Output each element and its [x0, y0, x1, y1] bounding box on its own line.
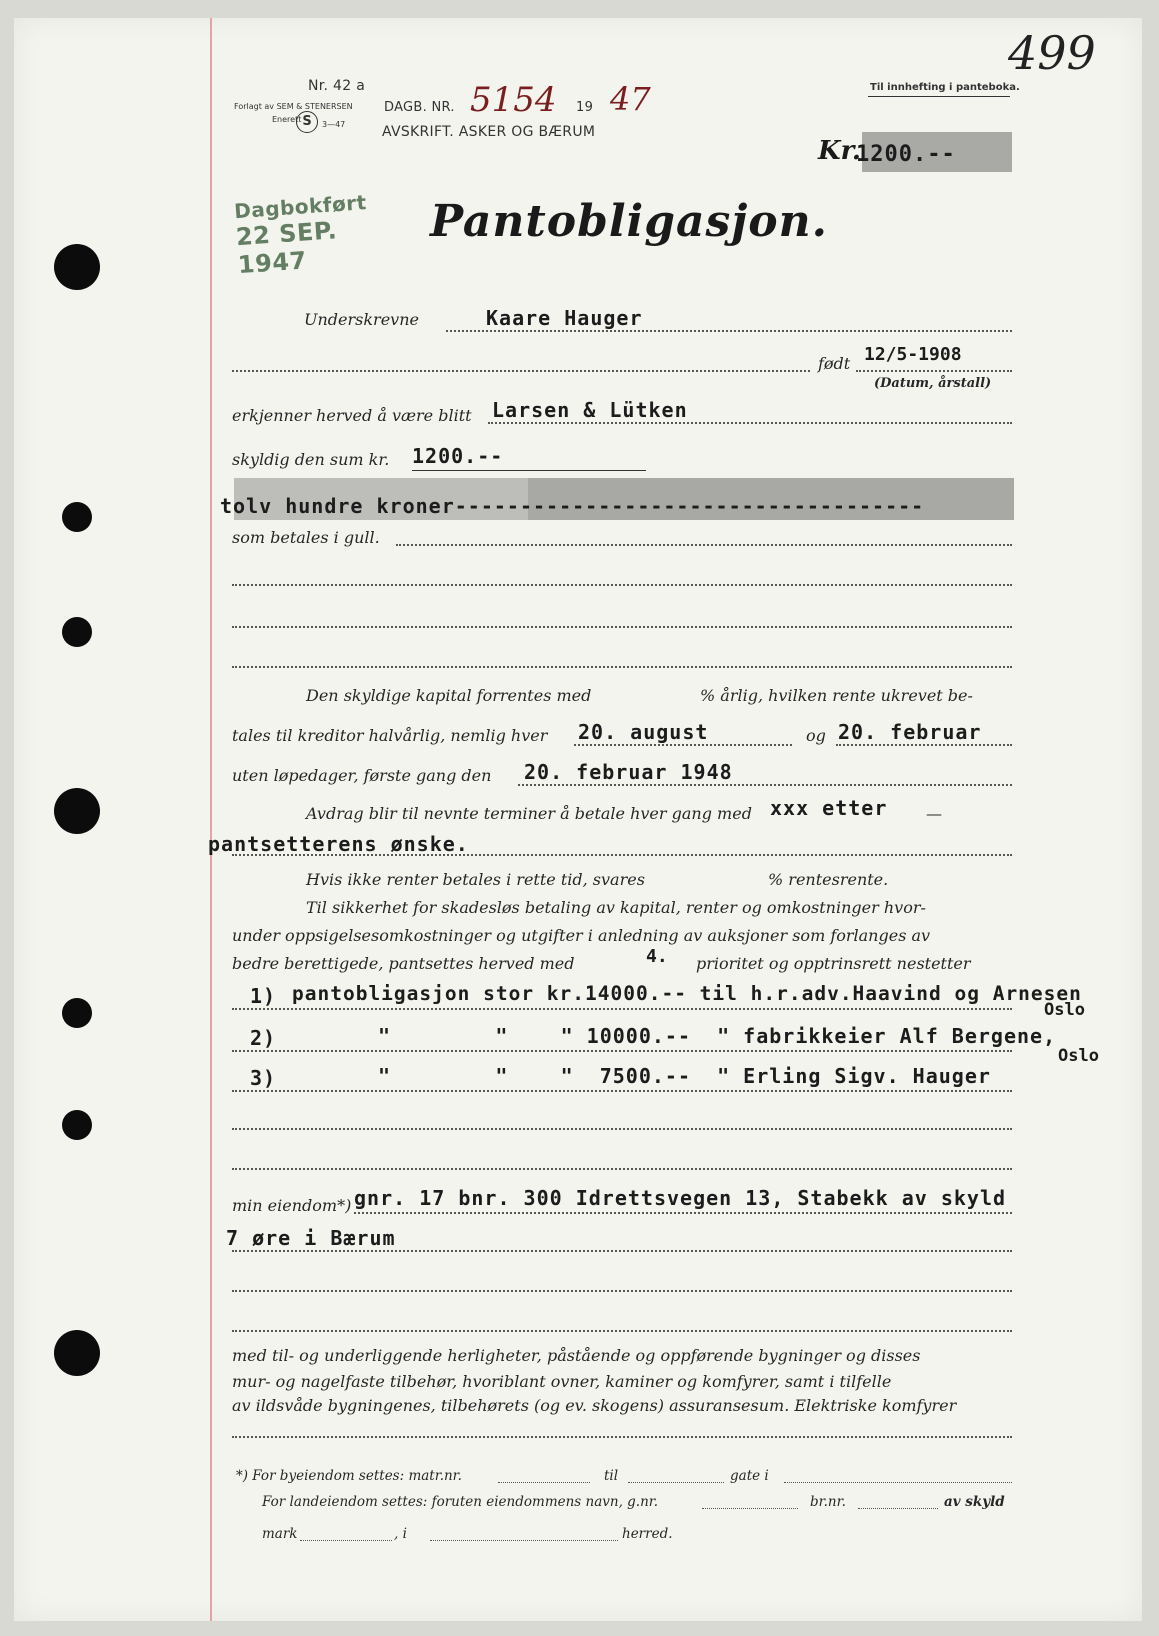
gull-line [396, 544, 1012, 546]
publisher-line1: Forlagt av SEM & STENERSEN [234, 102, 353, 111]
avdrag-value: xxx etter [770, 796, 888, 820]
footnote-dots [628, 1482, 724, 1483]
skyldig-line [412, 470, 646, 471]
dagb-number: 5154 [470, 80, 557, 120]
term1-value: 20. august [578, 720, 709, 744]
stamp-line2: 22 SEP. 1947 [235, 216, 339, 280]
prior-1-text: pantobligasjon stor kr.14000.-- til h.r.adv.Haavind og Arnesen [292, 982, 1082, 1005]
footnote-line2-a: For landeiendom settes: foruten eiendommens navn, g.nr. [262, 1494, 659, 1510]
blank-line [232, 1436, 1012, 1438]
blank-line [232, 666, 1012, 668]
eiendom-line [354, 1212, 1012, 1214]
avdrag-dash: — [926, 804, 942, 823]
herligheter-line1: med til- og underliggende herligheter, påstående og oppførende bygninger og disses [232, 1346, 921, 1365]
herligheter-line3: av ildsvåde bygningenes, tilbehørets (og ev. skogens) assuransesum. Elektriske komfyrer [232, 1396, 957, 1415]
name-line2 [232, 370, 810, 372]
renter-label: Hvis ikke renter betales i rette tid, svares [306, 870, 645, 889]
prior-1-sub: Oslo [1044, 1000, 1085, 1020]
blank-line [232, 1290, 1012, 1292]
footnote-line3-c: herred. [622, 1526, 673, 1542]
document-title: Pantobligasjon. [430, 196, 828, 247]
footnote-line2-b: br.nr. [810, 1494, 846, 1510]
footnote-line2-c: av skyld [944, 1494, 1005, 1510]
binder-hole [62, 502, 92, 532]
gull-label: som betales i gull. [232, 528, 380, 547]
footnote-dots [784, 1482, 1012, 1483]
footnote-dots [430, 1540, 618, 1541]
prioritet-label: prioritet og opptrinsrett nestetter [696, 954, 971, 973]
underskrevne-value: Kaare Hauger [486, 306, 643, 330]
prior-2-num: 2) [250, 1026, 277, 1050]
avdrag-label: Avdrag blir til nevnte terminer å betale hver gang med [306, 804, 752, 823]
prior-3-text: " " " 7500.-- " Erling Sigv. Hauger [378, 1064, 991, 1088]
blank-line [232, 584, 1012, 586]
footnote-line1-a: *) For byeiendom settes: matr.nr. [236, 1468, 462, 1484]
datum-label: (Datum, årstall) [874, 376, 992, 391]
underskrevne-label: Underskrevne [304, 310, 419, 329]
dagbokfort-stamp [233, 189, 388, 279]
first-date-line [518, 784, 1012, 786]
eiendom-cont: 7 øre i Bærum [226, 1226, 396, 1250]
binder-hole [62, 617, 92, 647]
creditor-line [488, 422, 1012, 424]
prior-line [232, 1090, 1012, 1092]
prior-1-num: 1) [250, 984, 277, 1008]
sikkerhet-line1: Til sikkerhet for skadesløs betaling av kapital, renter og omkostninger hvor- [306, 898, 926, 917]
prioritet-value: 4. [646, 946, 668, 967]
underskrevne-line [446, 330, 1012, 332]
innhefting-underline [868, 96, 1010, 97]
dagb-label: DAGB. NR. [384, 100, 455, 115]
og-label: og [806, 726, 826, 745]
creditor-value: Larsen & Lütken [492, 398, 688, 422]
erkjenner-label: erkjenner herved å være blitt [232, 406, 472, 425]
binder-hole [62, 998, 92, 1028]
skyldig-value: 1200.-- [412, 444, 504, 468]
prior-line [232, 1008, 1012, 1010]
sikkerhet-line3: bedre berettigede, pantsettes herved med [232, 954, 575, 973]
year-prefix: 19 [576, 100, 594, 115]
stamp-line1: Dagbokført [233, 190, 368, 224]
rentesrente-label: % rentesrente. [768, 870, 889, 889]
amount-value: 1200.-- [856, 142, 956, 167]
publisher-line2: Enerett [272, 115, 302, 124]
first-date-value: 20. februar 1948 [524, 760, 733, 784]
page-number: 499 [1008, 26, 1096, 80]
sikkerhet-line2: under oppsigelsesomkostninger og utgifter i anledning av auksjoner som forlanges av [232, 926, 931, 945]
footnote-line1-c: gate i [730, 1468, 769, 1484]
footnote-dots [858, 1508, 938, 1509]
eiendom-line [232, 1250, 1012, 1252]
binder-hole [54, 788, 100, 834]
margin-line [210, 18, 212, 1621]
form-number: Nr. 42 a [308, 78, 366, 94]
eiendom-label: min eiendom*) [232, 1196, 352, 1215]
blank-line [232, 626, 1012, 628]
footnote-dots [498, 1482, 590, 1483]
tales-label: tales til kreditor halvårlig, nemlig hver [232, 726, 548, 745]
publisher-logo: S [296, 111, 318, 133]
year-suffix: 47 [610, 80, 651, 118]
footnote-line3-a: mark [262, 1526, 298, 1542]
term1-line [574, 744, 792, 746]
footnote-line3-b: , i [394, 1526, 407, 1542]
term2-value: 20. februar [838, 720, 982, 744]
blank-line [232, 1128, 1012, 1130]
blank-line [232, 1168, 1012, 1170]
innhefting-label: Til innhefting i panteboka. [870, 82, 1020, 93]
prior-2-sub: Oslo [1058, 1046, 1099, 1066]
fodt-value: 12/5-1908 [864, 344, 962, 365]
term2-line [836, 744, 1012, 746]
prior-2-text: " " " 10000.-- " fabrikkeier Alf Bergene, [378, 1024, 1057, 1048]
footnote-dots [702, 1508, 798, 1509]
binder-hole [54, 244, 100, 290]
footnote-line1-b: til [604, 1468, 619, 1484]
fodt-label: født [818, 354, 851, 373]
amount-label: Kr. [818, 136, 861, 166]
prior-3-num: 3) [250, 1066, 277, 1090]
avskrift-label: AVSKRIFT. ASKER OG BÆRUM [382, 124, 596, 140]
herligheter-line2: mur- og nagelfaste tilbehør, hvoriblant ovner, kaminer og komfyrer, samt i tilfelle [232, 1372, 892, 1391]
aarlig-label: % årlig, hvilken rente ukrevet be- [700, 686, 973, 705]
publisher-date: 3—47 [322, 120, 346, 129]
avdrag-cont: pantsetterens ønske. [208, 832, 469, 856]
forrentes-label: Den skyldige kapital forrentes med [306, 686, 592, 705]
skyldig-label: skyldig den sum kr. [232, 450, 390, 469]
lopedager-label: uten løpedager, første gang den [232, 766, 492, 785]
binder-hole [54, 1330, 100, 1376]
fodt-line [856, 370, 1012, 372]
binder-hole [62, 1110, 92, 1140]
prior-line [232, 1050, 1012, 1052]
blank-line [232, 1330, 1012, 1332]
eiendom-value: gnr. 17 bnr. 300 Idrettsvegen 13, Stabekk av skyld [354, 1186, 1007, 1210]
footnote-dots [300, 1540, 392, 1541]
amount-words: tolv hundre kroner------------------------------------ [220, 494, 925, 518]
